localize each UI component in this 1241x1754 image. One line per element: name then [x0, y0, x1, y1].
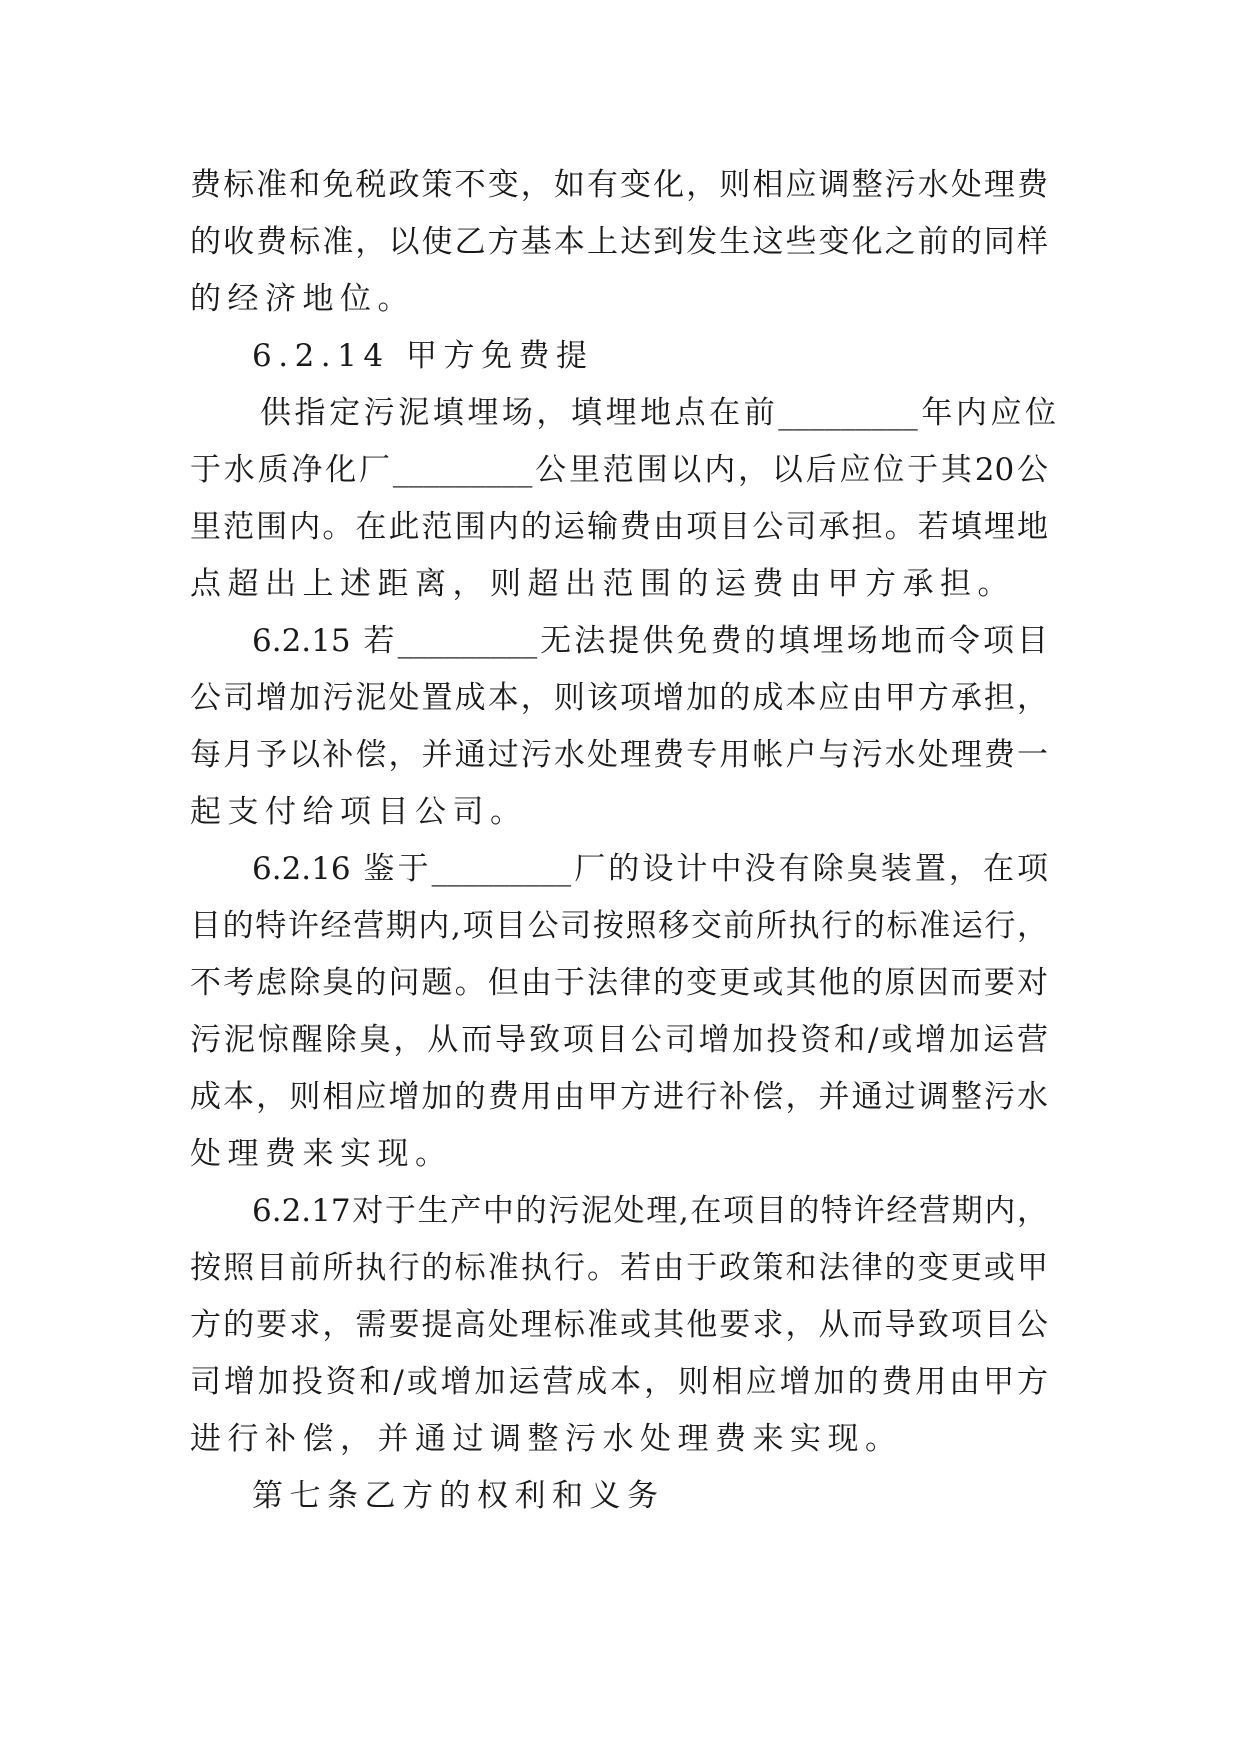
paragraph-line: 进行补偿，并通过调整污水处理费来实现。	[190, 1421, 903, 1457]
paragraph-line: 公司增加污泥处置成本，则该项增加的成本应由甲方承担，	[190, 680, 1048, 716]
paragraph-line: 方的要求，需要提高处理标准或其他要求，从而导致项目公	[190, 1307, 1048, 1343]
paragraph-line: 成本，则相应增加的费用由甲方进行补偿，并通过调整污水	[190, 1079, 1048, 1115]
paragraph-line: 里范围内。在此范围内的运输费由项目公司承担。若填埋地	[190, 509, 1048, 545]
paragraph-line: 的经济地位。	[190, 281, 415, 317]
paragraph-line: 目的特许经营期内,项目公司按照移交前所执行的标准运行，	[190, 908, 1048, 944]
clause-heading-6-2-14: 6.2.14 甲方免费提	[252, 338, 594, 374]
paragraph-line: 于水质净化厂_________公里范围以内，以后应位于其20公	[190, 452, 1048, 488]
paragraph-line: 供指定污泥填埋场，填埋地点在前_________年内应位	[260, 395, 1056, 431]
paragraph-line: 司增加投资和/或增加运营成本，则相应增加的费用由甲方	[190, 1364, 1048, 1400]
paragraph-line: 每月予以补偿，并通过污水处理费专用帐户与污水处理费一	[190, 737, 1048, 773]
clause-6-2-16-line: 6.2.16 鉴于_________厂的设计中没有除臭装置，在项	[252, 851, 1048, 887]
paragraph-line: 污泥惊醒除臭，从而导致项目公司增加投资和/或增加运营	[190, 1022, 1048, 1058]
paragraph-line: 点超出上述距离，则超出范围的运费由甲方承担。	[190, 566, 1015, 602]
clause-6-2-17-line: 6.2.17对于生产中的污泥处理,在项目的特许经营期内，	[252, 1193, 1048, 1229]
paragraph-line: 按照目前所执行的标准执行。若由于政策和法律的变更或甲	[190, 1250, 1048, 1286]
paragraph-line: 不考虑除臭的问题。但由于法律的变更或其他的原因而要对	[190, 965, 1048, 1001]
paragraph-line: 的收费标准，以使乙方基本上达到发生这些变化之前的同样	[190, 224, 1048, 260]
paragraph-line: 费标准和免税政策不变，如有变化，则相应调整污水处理费	[190, 167, 1048, 203]
section-heading-article-7: 第七条乙方的权利和义务	[252, 1478, 665, 1514]
paragraph-line: 起支付给项目公司。	[190, 794, 528, 830]
clause-6-2-15-line: 6.2.15 若_________无法提供免费的填埋场地而令项目	[252, 623, 1048, 659]
paragraph-line: 处理费来实现。	[190, 1136, 453, 1172]
